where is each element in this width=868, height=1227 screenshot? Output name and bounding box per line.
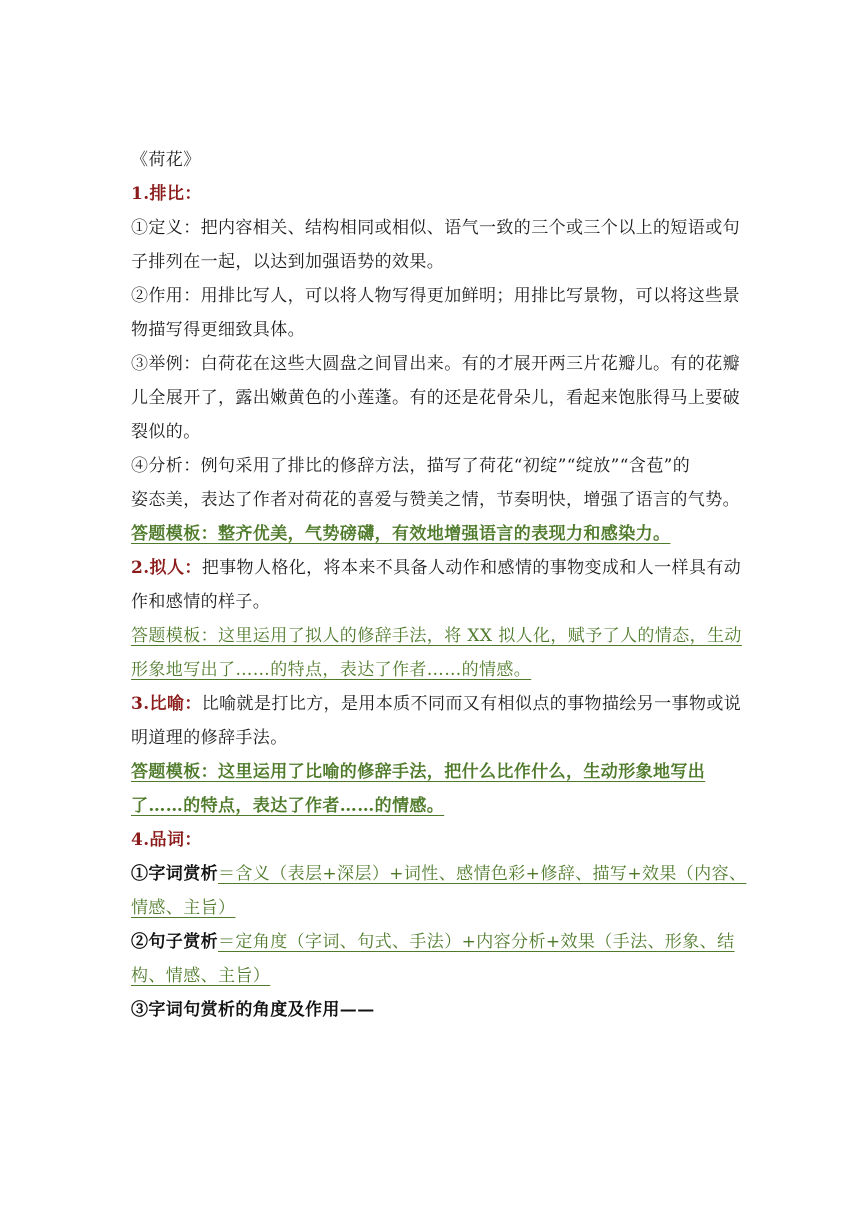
- section-text: 明道理的修辞手法。: [131, 728, 288, 748]
- analysis-line: ④分析：例句采用了排比的修辞方法，描写了荷花“初绽”“绽放”“含苞”的: [131, 456, 691, 476]
- answer-template: 答题模板：整齐优美，气势磅礴，有效地增强语言的表现力和感染力。: [131, 524, 671, 544]
- word-appreciation-formula: ＝含义（表层+深层）+词性、感情色彩+修辞、描写+效果（内容、: [218, 864, 747, 884]
- document-title: 《荷花》: [131, 150, 201, 170]
- section-text: 比喻就是打比方，是用本质不同而又有相似点的事物描绘另一事物或说: [201, 694, 742, 714]
- section-heading-metaphor: 3.比喻：: [131, 694, 202, 714]
- definition-line: 子排列在一起，以达到加强语势的效果。: [131, 252, 445, 272]
- answer-template: 答题模板：这里运用了拟人的修辞手法，将 XX 拟人化，赋予了人的情态，生动: [131, 626, 742, 646]
- sentence-appreciation-label: ②句子赏析: [131, 932, 218, 952]
- section-heading-word-choice: 4.品词：: [131, 830, 202, 850]
- analysis-line: 姿态美，表达了作者对荷花的喜爱与赞美之情，节奏明快，增强了语言的气势。: [131, 490, 740, 510]
- function-line: 物描写得更细致具体。: [131, 320, 305, 340]
- sentence-appreciation: [131, 925, 741, 959]
- appreciation-angle: ③字词句赏析的角度及作用——: [131, 1000, 375, 1020]
- section-heading-personification: 2.拟人：: [131, 558, 202, 578]
- word-appreciation: [131, 857, 747, 891]
- answer-template: 形象地写出了……的特点，表达了作者……的情感。: [131, 660, 532, 680]
- answer-template: 了……的特点，表达了作者……的情感。: [131, 796, 445, 816]
- section-personification: [131, 551, 741, 585]
- document-page: [131, 143, 747, 1027]
- section-metaphor: [131, 687, 741, 721]
- answer-template: 答题模板：这里运用了比喻的修辞手法，把什么比作什么，生动形象地写出: [131, 762, 706, 782]
- function-line: ②作用：用排比写人，可以将人物写得更加鲜明；用排比写景物，可以将这些景: [131, 286, 740, 306]
- example-line: ③举例：白荷花在这些大圆盘之间冒出来。有的才展开两三片花瓣儿。有的花瓣: [131, 354, 740, 374]
- word-appreciation-formula: 情感、主旨）: [131, 898, 236, 918]
- section-heading-parallelism: 1.排比：: [131, 184, 202, 204]
- section-text: 把事物人格化，将本来不具备人动作和感情的事物变成和人一样具有动: [201, 558, 742, 578]
- word-appreciation-label: ①字词赏析: [131, 864, 218, 884]
- example-line: 裂似的。: [131, 422, 201, 442]
- sentence-appreciation-formula: ＝定角度（字词、句式、手法）+内容分析+效果（手法、形象、结: [218, 932, 735, 952]
- sentence-appreciation-formula: 构、情感、主旨）: [131, 966, 271, 986]
- example-line: 儿全展开了，露出嫩黄色的小莲蓬。有的还是花骨朵儿，看起来饱胀得马上要破: [131, 388, 740, 408]
- definition-line: ①定义：把内容相关、结构相同或相似、语气一致的三个或三个以上的短语或句: [131, 218, 740, 238]
- section-text: 作和感情的样子。: [131, 592, 271, 612]
